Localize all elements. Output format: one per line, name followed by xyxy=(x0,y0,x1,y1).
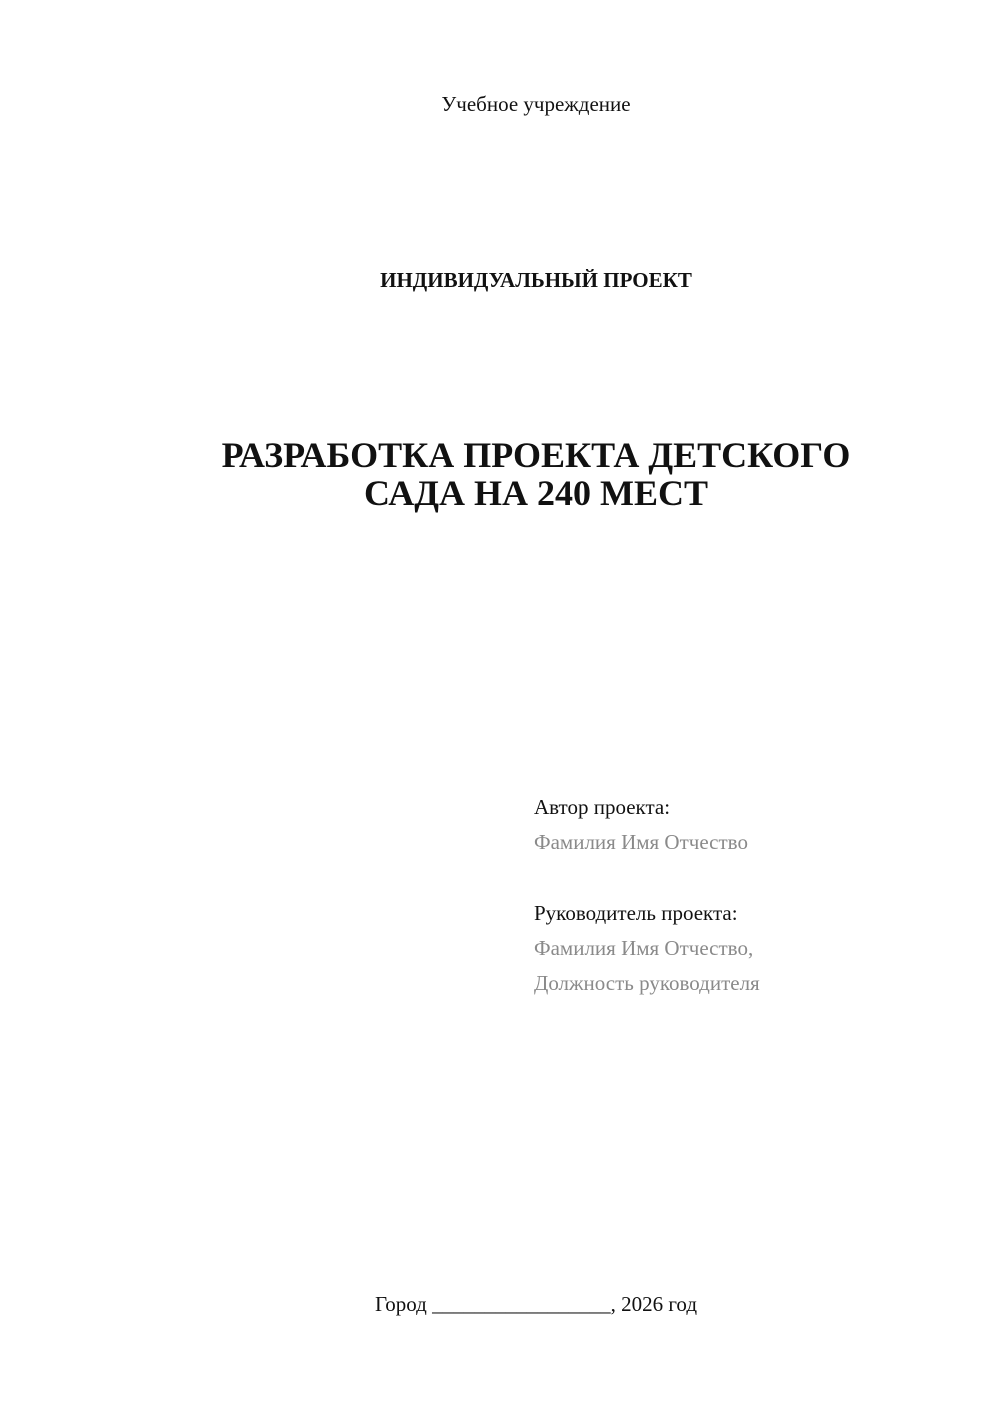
project-credits xyxy=(534,790,760,1001)
project-title-line-2: САДА НА 240 МЕСТ xyxy=(364,473,708,513)
supervisor-name: Фамилия Имя Отчество, xyxy=(534,936,754,960)
project-title xyxy=(72,436,1000,512)
project-title-line-1: РАЗРАБОТКА ПРОЕКТА ДЕТСКОГО xyxy=(221,435,851,475)
credits-spacer xyxy=(534,860,760,896)
supervisor-position: Должность руководителя xyxy=(534,971,760,995)
supervisor-label: Руководитель проекта: xyxy=(534,901,738,925)
author-label: Автор проекта: xyxy=(534,795,671,819)
institution-name: Учебное учреждение xyxy=(441,92,631,116)
project-type-heading: ИНДИВИДУАЛЬНЫЙ ПРОЕКТ xyxy=(380,268,692,292)
city-year-line: Город _________________, 2026 год xyxy=(374,1292,698,1316)
author-name: Фамилия Имя Отчество xyxy=(534,830,748,854)
